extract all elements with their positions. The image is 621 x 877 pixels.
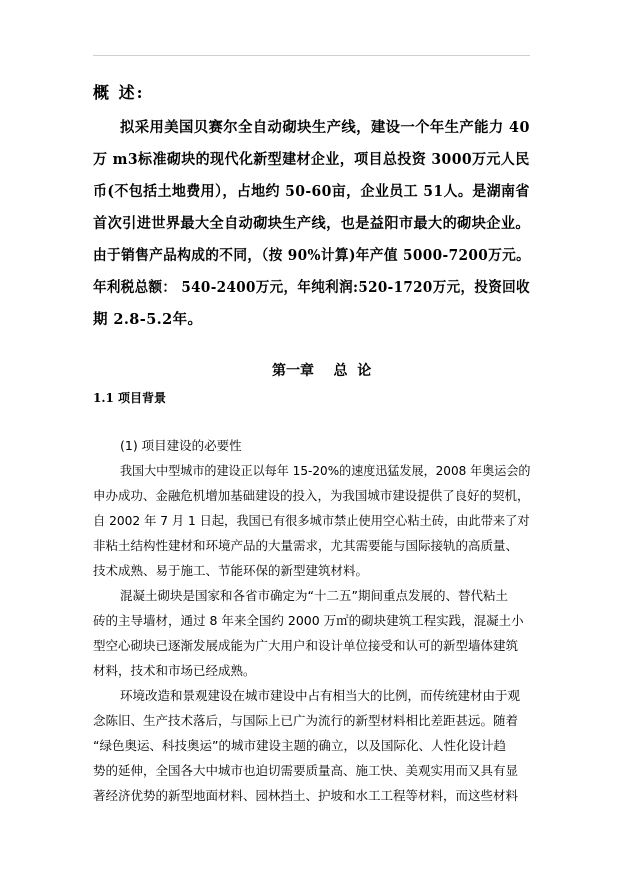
body-line: 势的延伸，全国各大中城市也迫切需要质量高、施工快、美观实用而又具有显 [93,763,519,778]
overview-line: 币(不包括土地费用），占地约 50-60亩，企业员工 51人。是湖南省 [93,183,530,200]
overview-title: 概 述: [93,83,145,102]
overview-line: 万 m3标准砌块的现代化新型建材企业，项目总投资 3000万元人民 [93,151,530,168]
body-line: 我国大中型城市的建设正以每年 15-20%的速度迅猛发展，2008 年奥运会的 [120,463,531,478]
body-line: 材料，技术和市场已经成熟。 [93,663,256,678]
subsection-title: (1) 项目建设的必要性 [120,438,242,453]
body-line: 念陈旧、生产技术落后，与国际上已广为流行的新型材料相比差距甚远。随着 [93,713,519,728]
chapter-title: 第一章 总 论 [272,363,372,379]
body-line: 技术成熟、易于施工、节能环保的新型建筑材料。 [93,563,369,578]
overview-line: 首次引进世界最大全自动砌块生产线，也是益阳市最大的砌块企业。 [93,215,530,232]
section-title: 1.1 项目背景 [93,391,167,405]
body-line: 型空心砌块已逐渐发展成能为广大用户和设计单位接受和认可的新型墙体建筑 [93,638,519,653]
overview-line: 期 2.8-5.2年。 [93,311,203,328]
body-line: 非粘土结构性建材和环境产品的大量需求，尤其需要能与国际接轨的高质量、 [93,538,519,553]
overview-line: 由于销售产品构成的不同，（按 90%计算)年产值 5000-7200万元。 [93,247,531,264]
overview-line: 拟采用美国贝赛尔全自动砌块生产线，建设一个年生产能力 40 [120,119,530,136]
overview-line: 年利税总额： 540-2400万元，年纯利润:520-1720万元，投资回收 [93,279,530,296]
body-line: “绿色奥运、科技奥运”的城市建设主题的确立，以及国际化、人性化设计趋 [93,738,506,753]
body-line: 混凝土砌块是国家和各省市确定为“十二五”期间重点发展的、替代粘土 [120,588,508,603]
body-line: 砖的主导墙材，通过 8 年来全国约 2000 万㎡的砌块建筑工程实践，混凝土小 [93,613,524,628]
body-line: 申办成功、金融危机增加基础建设的投入，为我国城市建设提供了良好的契机， [93,488,530,503]
body-line: 自 2002 年 7 月 1 日起，我国已有很多城市禁止使用空心粘土砖，由此带来了对 [93,513,530,528]
body-line: 著经济优势的新型地面材料、园林挡土、护坡和水工工程等材料，而这些材料 [93,788,519,803]
body-line: 环境改造和景观建设在城市建设中占有相当大的比例，而传统建材由于观 [120,688,521,703]
header-rule [93,55,530,56]
